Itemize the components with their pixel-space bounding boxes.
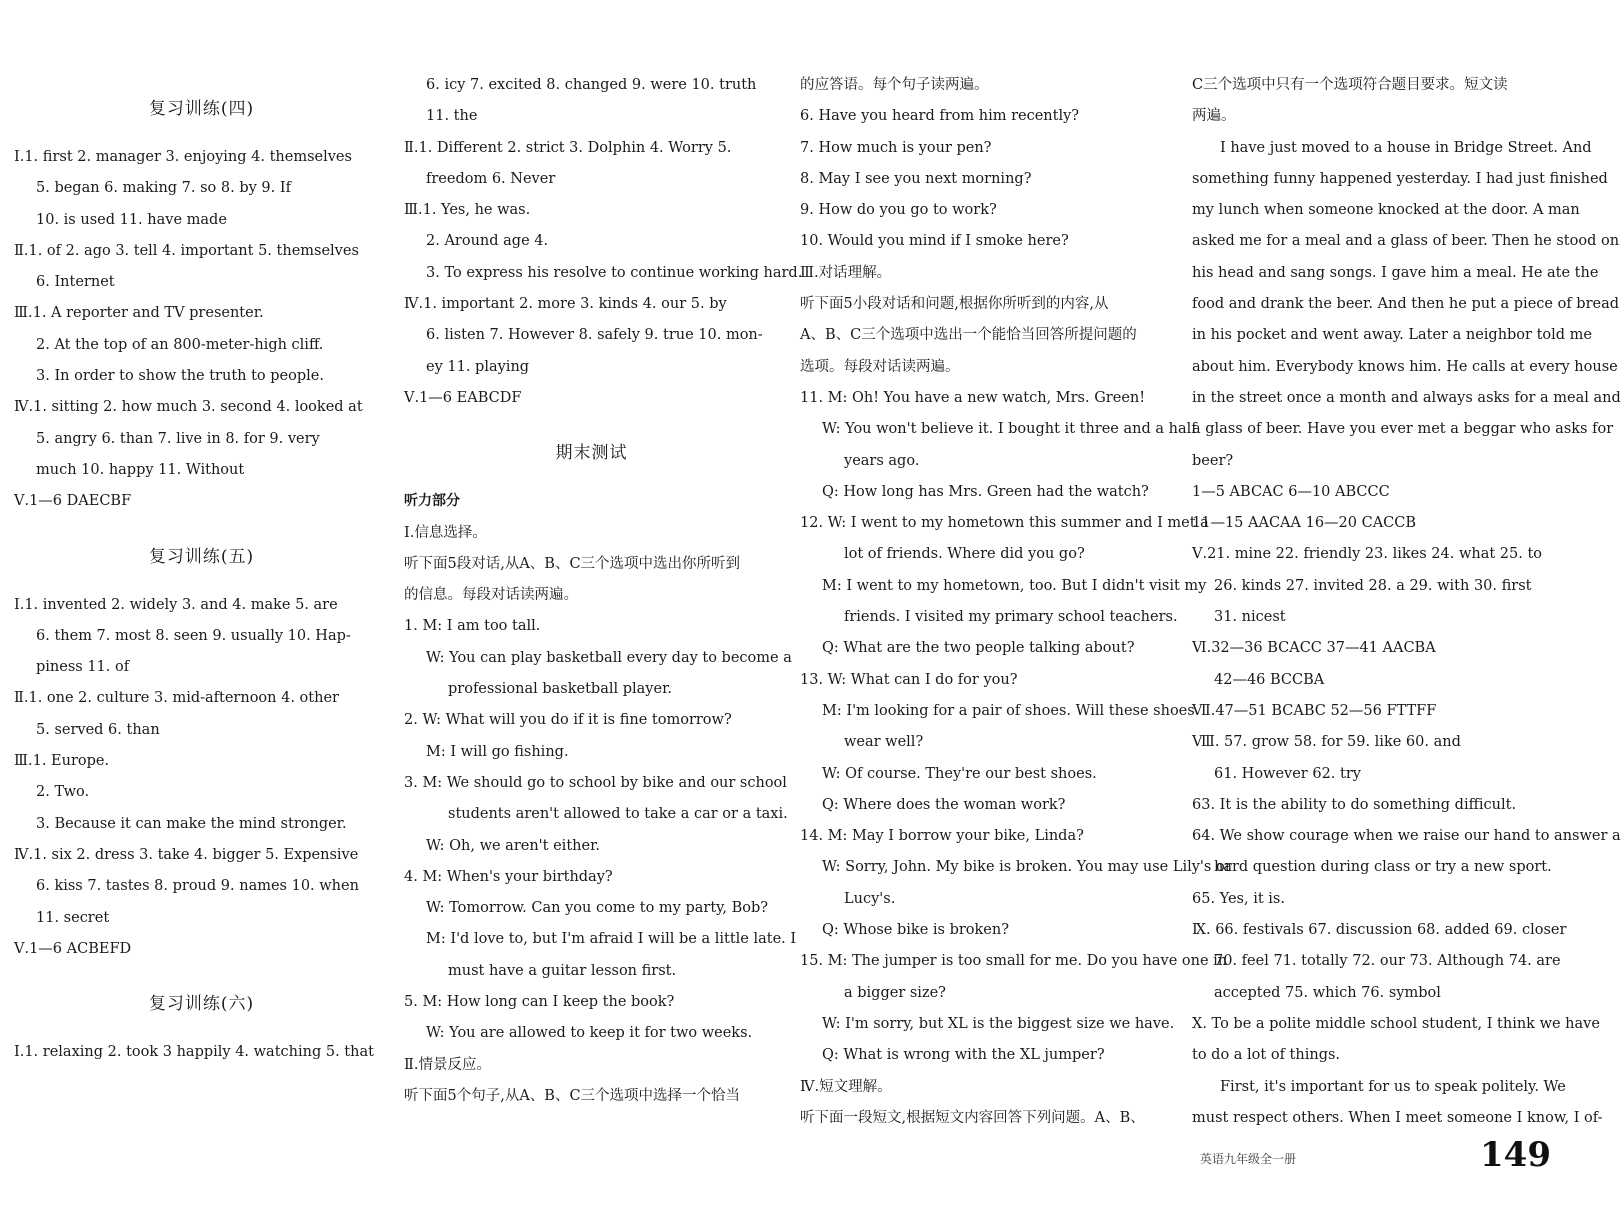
text-line: Lucy's. bbox=[844, 890, 896, 907]
text-line: 12. W: I went to my hometown this summer and I met a bbox=[800, 515, 1209, 532]
text-line: 6. listen 7. However 8. safely 9. true 10. mon- bbox=[426, 327, 763, 344]
text-line: 2. Two. bbox=[36, 784, 90, 801]
subsection-title: 听力部分 bbox=[404, 493, 460, 510]
text-line: 5. began 6. making 7. so 8. by 9. If bbox=[36, 180, 291, 197]
text-line: 70. feel 71. totally 72. our 73. Although 74. are bbox=[1214, 953, 1561, 970]
text-line: 3. To express his resolve to continue working hard. bbox=[426, 264, 803, 281]
text-line: 2. W: What will you do if it is fine tomorrow? bbox=[404, 712, 732, 729]
text-line: M: I will go fishing. bbox=[426, 743, 569, 760]
text-line: 的信息。每段对话读两遍。 bbox=[404, 587, 578, 604]
text-line: friends. I visited my primary school teachers. bbox=[844, 609, 1178, 626]
text-line: lot of friends. Where did you go? bbox=[844, 546, 1085, 563]
text-line: Ⅵ.32—36 BCACC 37—41 AACBA bbox=[1192, 640, 1436, 657]
text-line: W: Tomorrow. Can you come to my party, Bob? bbox=[426, 900, 769, 917]
section-heading: 复习训练(六) bbox=[148, 994, 255, 1015]
text-line: years ago. bbox=[844, 452, 920, 469]
text-line: must have a guitar lesson first. bbox=[448, 962, 677, 979]
text-line: Ⅶ.47—51 BCABC 52—56 FTTFF bbox=[1192, 702, 1437, 719]
text-line: W: You won't believe it. I bought it three and a half bbox=[822, 421, 1197, 438]
text-line: 9. How do you go to work? bbox=[800, 202, 997, 219]
text-line: professional basketball player. bbox=[448, 681, 673, 698]
text-line: 选项。每段对话读两遍。 bbox=[800, 358, 960, 375]
text-line: Ⅳ.1. sitting 2. how much 3. second 4. looked at bbox=[14, 399, 363, 416]
text-line: Ⅸ. 66. festivals 67. discussion 68. added 69. closer bbox=[1192, 922, 1567, 939]
text-line: 5. M: How long can I keep the book? bbox=[404, 994, 675, 1011]
text-line: Ⅳ.短文理解。 bbox=[800, 1078, 892, 1095]
text-line: W: Of course. They're our best shoes. bbox=[822, 765, 1097, 782]
text-line: 10. is used 11. have made bbox=[36, 211, 227, 228]
text-line: 两遍。 bbox=[1192, 108, 1236, 125]
text-line: M: I'm looking for a pair of shoes. Will these shoes bbox=[822, 702, 1195, 719]
text-line: Ⅲ.1. Europe. bbox=[14, 753, 110, 770]
text-line: 26. kinds 27. invited 28. a 29. with 30. first bbox=[1214, 577, 1532, 594]
text-line: 5. served 6. than bbox=[36, 721, 160, 738]
section-heading: 复习训练(五) bbox=[148, 546, 255, 567]
text-line: 2. At the top of an 800-meter-high cliff. bbox=[36, 336, 324, 353]
text-line: 63. It is the ability to do something difficult. bbox=[1192, 796, 1517, 813]
text-line: 3. M: We should go to school by bike and our school bbox=[404, 774, 787, 791]
text-line: 11. the bbox=[426, 108, 478, 125]
text-line: Ⅳ.1. important 2. more 3. kinds 4. our 5. by bbox=[404, 296, 727, 313]
text-line: about him. Everybody knows him. He calls at every house bbox=[1192, 358, 1618, 375]
text-line: Ⅷ. 57. grow 58. for 59. like 60. and bbox=[1192, 734, 1461, 751]
text-line: M: I went to my hometown, too. But I didn't visit my bbox=[822, 577, 1207, 594]
text-line: A、B、C三个选项中选出一个能恰当回答所提问题的 bbox=[800, 327, 1137, 344]
text-line: 6. Have you heard from him recently? bbox=[800, 108, 1080, 125]
text-line: Ⅰ.1. invented 2. widely 3. and 4. make 5. are bbox=[14, 596, 338, 613]
text-line: Ⅰ.1. first 2. manager 3. enjoying 4. themselves bbox=[14, 149, 352, 165]
text-line: M: I'd love to, but I'm afraid I will be a little late. I bbox=[426, 931, 797, 948]
text-line: 听下面5段对话,从A、B、C三个选项中选出你所听到 bbox=[404, 555, 741, 572]
text-line: Q: How long has Mrs. Green had the watch? bbox=[822, 483, 1149, 500]
text-line: Ⅳ.1. six 2. dress 3. take 4. bigger 5. Expensive bbox=[14, 846, 359, 863]
text-line: Ⅴ.1—6 DAECBF bbox=[14, 493, 132, 510]
text-line: W: I'm sorry, but XL is the biggest size we have. bbox=[822, 1015, 1175, 1032]
text-line: 11. M: Oh! You have a new watch, Mrs. Green! bbox=[800, 389, 1146, 406]
text-line: Ⅹ. To be a polite middle school student, I think we have bbox=[1192, 1015, 1600, 1032]
text-line: a glass of beer. Have you ever met a beggar who asks for bbox=[1192, 421, 1614, 438]
text-line: Q: What are the two people talking about? bbox=[822, 640, 1135, 657]
column-2 bbox=[404, 70, 803, 1112]
text-line: 2. Around age 4. bbox=[426, 233, 549, 250]
text-line: accepted 75. which 76. symbol bbox=[1214, 984, 1441, 1001]
text-line: wear well? bbox=[844, 734, 924, 751]
text-line: W: Oh, we aren't either. bbox=[426, 837, 601, 854]
text-line: 31. nicest bbox=[1214, 609, 1286, 626]
section-heading: 复习训练(四) bbox=[148, 99, 255, 119]
text-line: 11—15 AACAA 16—20 CACCB bbox=[1192, 515, 1417, 532]
book-title-footer: 英语九年级全一册 bbox=[1200, 1152, 1297, 1166]
text-line: Q: What is wrong with the XL jumper? bbox=[822, 1047, 1105, 1064]
text-line: 1. M: I am too tall. bbox=[404, 618, 541, 635]
text-line: 7. How much is your pen? bbox=[800, 139, 992, 156]
text-line: food and drank the beer. And then he put a piece of bread bbox=[1192, 296, 1620, 313]
text-line: in his pocket and went away. Later a neighbor told me bbox=[1192, 327, 1592, 344]
text-line: 4. M: When's your birthday? bbox=[404, 868, 613, 885]
text-line: asked me for a meal and a glass of beer. Then he stood on bbox=[1192, 233, 1620, 250]
text-line: 42—46 BCCBA bbox=[1214, 671, 1325, 688]
text-line: 3. In order to show the truth to people. bbox=[36, 368, 324, 385]
text-line: 1—5 ABCAC 6—10 ABCCC bbox=[1192, 483, 1390, 500]
text-line: 13. W: What can I do for you? bbox=[800, 671, 1018, 688]
text-line: 10. Would you mind if I smoke here? bbox=[800, 233, 1069, 250]
text-line: piness 11. of bbox=[36, 659, 130, 676]
text-line: Ⅲ.对话理解。 bbox=[800, 264, 892, 281]
text-line: 8. May I see you next morning? bbox=[800, 170, 1032, 187]
text-line: in the street once a month and always asks for a meal and bbox=[1192, 389, 1621, 406]
text-line: Ⅱ.1. one 2. culture 3. mid-afternoon 4. other bbox=[14, 690, 339, 707]
column-4 bbox=[1192, 70, 1621, 1134]
text-line: students aren't allowed to take a car or a taxi. bbox=[448, 806, 788, 823]
text-line: Q: Whose bike is broken? bbox=[822, 922, 1009, 939]
text-line: to do a lot of things. bbox=[1192, 1047, 1341, 1064]
text-line: I have just moved to a house in Bridge Street. And bbox=[1220, 139, 1592, 156]
text-line: 6. kiss 7. tastes 8. proud 9. names 10. when bbox=[36, 878, 359, 895]
text-line: beer? bbox=[1192, 452, 1234, 469]
text-line: 听下面一段短文,根据短文内容回答下列问题。A、B、 bbox=[800, 1109, 1145, 1126]
column-1 bbox=[14, 70, 389, 1068]
text-line: Ⅲ.1. Yes, he was. bbox=[404, 202, 531, 219]
text-line: Ⅱ.1. Different 2. strict 3. Dolphin 4. Worry 5. bbox=[404, 139, 732, 156]
text-line: W: You can play basketball every day to become a bbox=[426, 649, 792, 666]
text-line: Ⅰ.信息选择。 bbox=[404, 524, 487, 541]
text-line: 3. Because it can make the mind stronger. bbox=[36, 815, 347, 832]
text-line: his head and sang songs. I gave him a meal. He ate the bbox=[1192, 264, 1599, 281]
text-line: hard question during class or try a new sport. bbox=[1214, 859, 1552, 876]
text-line: 的应答语。每个句子读两遍。 bbox=[800, 77, 989, 93]
text-line: 5. angry 6. than 7. live in 8. for 9. very bbox=[36, 430, 320, 447]
text-line: much 10. happy 11. Without bbox=[36, 461, 245, 478]
text-line: something funny happened yesterday. I had just finished bbox=[1192, 170, 1608, 187]
text-line: 65. Yes, it is. bbox=[1192, 890, 1285, 907]
text-line: 64. We show courage when we raise our hand to answer a bbox=[1192, 828, 1621, 845]
text-line: a bigger size? bbox=[844, 984, 946, 1001]
text-line: 6. Internet bbox=[36, 274, 115, 291]
text-line: W: You are allowed to keep it for two weeks. bbox=[426, 1025, 753, 1042]
text-line: W: Sorry, John. My bike is broken. You may use Lily's or bbox=[822, 859, 1232, 876]
text-line: 6. icy 7. excited 8. changed 9. were 10. truth bbox=[426, 77, 757, 93]
text-line: Ⅱ.1. of 2. ago 3. tell 4. important 5. themselves bbox=[14, 242, 359, 259]
text-line: Ⅰ.1. relaxing 2. took 3 happily 4. watching 5. that bbox=[14, 1044, 374, 1061]
text-line: 61. However 62. try bbox=[1214, 765, 1361, 782]
text-line: 听下面5小段对话和问题,根据你所听到的内容,从 bbox=[800, 296, 1109, 313]
text-line: my lunch when someone knocked at the door. A man bbox=[1192, 202, 1580, 219]
page-number: 149 bbox=[1480, 1135, 1551, 1175]
text-line: 14. M: May I borrow your bike, Linda? bbox=[800, 828, 1084, 845]
text-line: Ⅴ.1—6 EABCDF bbox=[404, 389, 522, 406]
text-line: First, it's important for us to speak politely. We bbox=[1220, 1078, 1566, 1095]
text-line: 听下面5个句子,从A、B、C三个选项中选择一个恰当 bbox=[404, 1087, 741, 1104]
text-line: Ⅴ.21. mine 22. friendly 23. likes 24. what 25. to bbox=[1192, 546, 1542, 563]
text-line: Ⅱ.情景反应。 bbox=[404, 1056, 491, 1073]
text-line: Ⅴ.1—6 ACBEFD bbox=[14, 940, 132, 957]
text-line: 6. them 7. most 8. seen 9. usually 10. Hap- bbox=[36, 627, 351, 644]
section-heading: 期末测试 bbox=[555, 443, 628, 464]
text-line: must respect others. When I meet someone I know, I of- bbox=[1192, 1109, 1603, 1126]
text-line: freedom 6. Never bbox=[426, 170, 556, 187]
text-line: Q: Where does the woman work? bbox=[822, 796, 1066, 813]
text-line: Ⅲ.1. A reporter and TV presenter. bbox=[14, 305, 264, 322]
text-line: 11. secret bbox=[36, 909, 110, 926]
text-line: 15. M: The jumper is too small for me. Do you have one in bbox=[800, 953, 1228, 970]
text-line: C三个选项中只有一个选项符合题目要求。短文读 bbox=[1192, 77, 1508, 93]
text-line: ey 11. playing bbox=[426, 358, 530, 375]
